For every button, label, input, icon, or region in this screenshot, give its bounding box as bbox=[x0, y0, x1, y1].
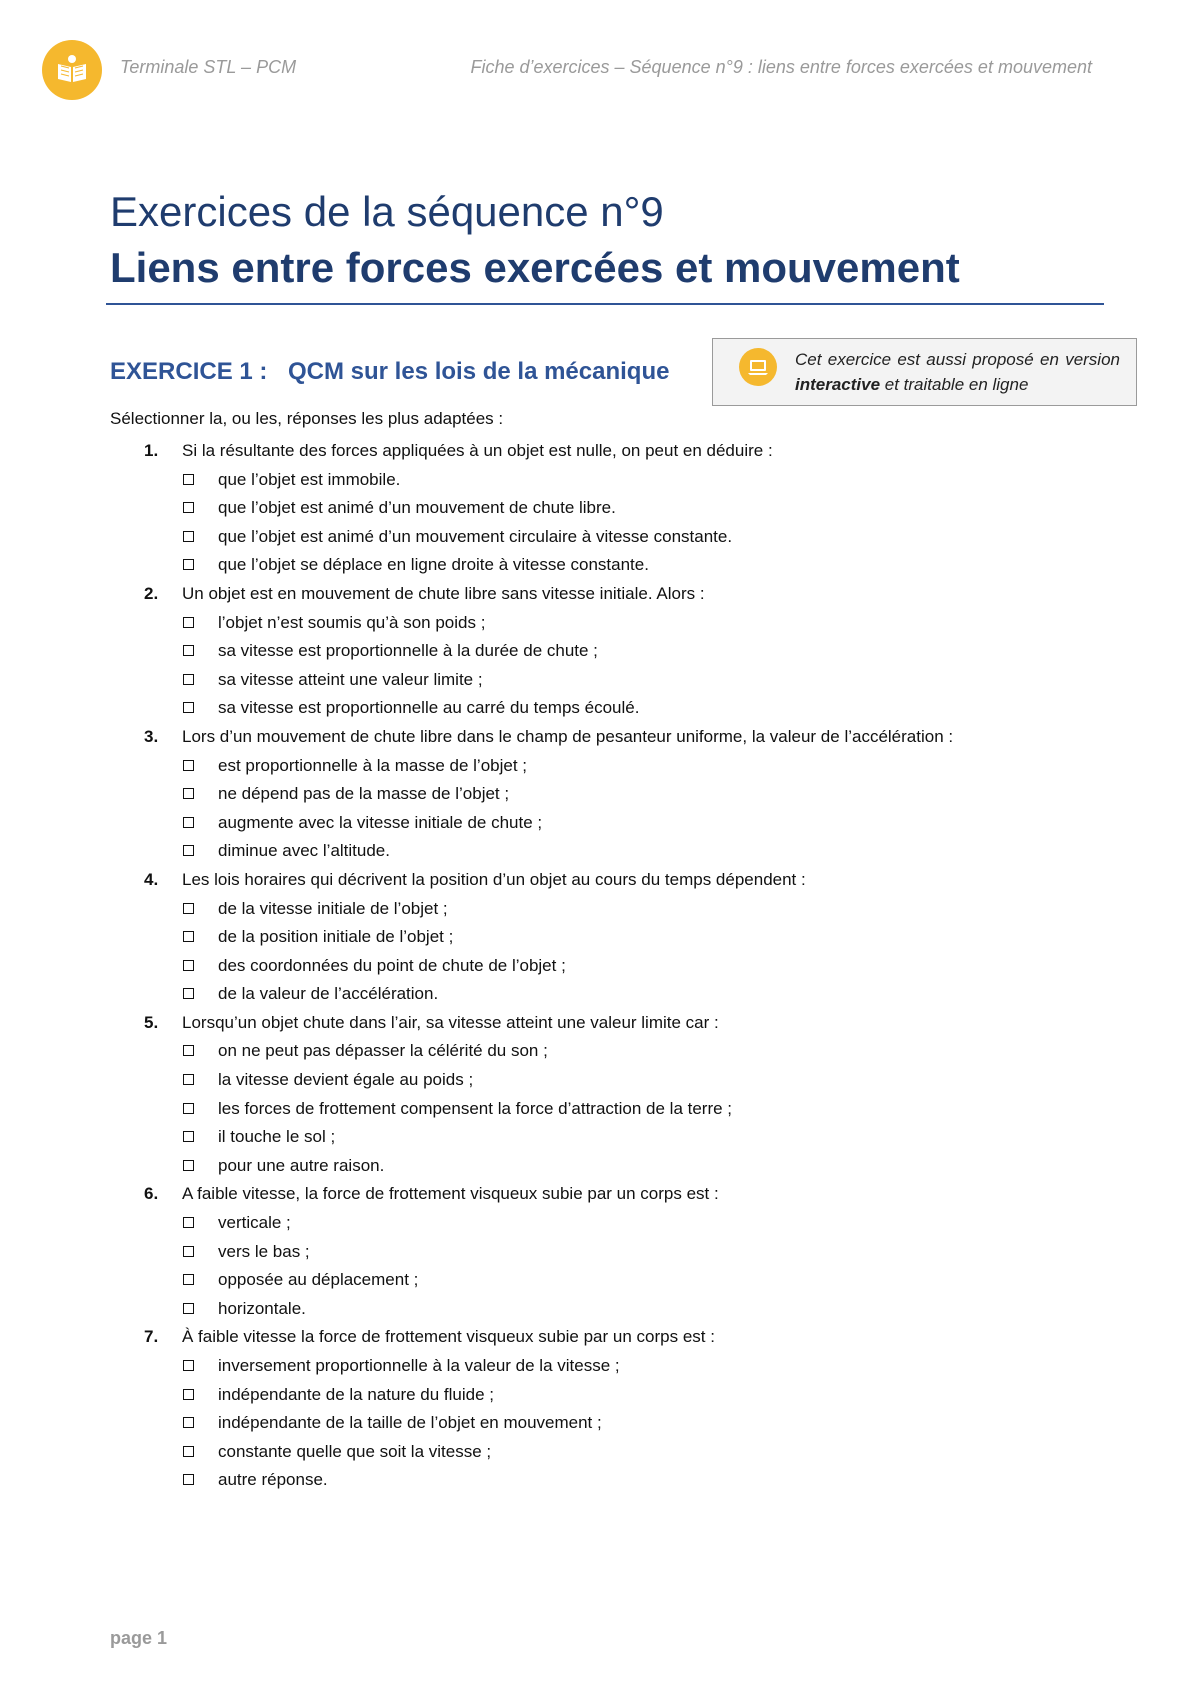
answer-option[interactable] bbox=[110, 1095, 1090, 1124]
answer-checkbox[interactable] bbox=[183, 1045, 194, 1056]
answer-text: la vitesse devient égale au poids ; bbox=[218, 1070, 474, 1090]
answer-option[interactable] bbox=[110, 837, 1090, 866]
book-reader-icon bbox=[52, 50, 92, 90]
answer-text: indépendante de la nature du fluide ; bbox=[218, 1384, 495, 1404]
answer-text: des coordonnées du point de chute de l’objet ; bbox=[218, 955, 566, 975]
answer-text: vers le bas ; bbox=[218, 1241, 310, 1261]
answer-text: sa vitesse est proportionnelle à la durée de chute ; bbox=[218, 641, 598, 661]
answer-option[interactable] bbox=[110, 1123, 1090, 1152]
answer-checkbox[interactable] bbox=[183, 845, 194, 856]
sequence-subtitle: Liens entre forces exercées et mouvement bbox=[110, 244, 960, 291]
answer-checkbox[interactable] bbox=[183, 760, 194, 771]
answer-checkbox[interactable] bbox=[183, 645, 194, 656]
answer-text: les forces de frottement compensent la force d’attraction de la terre ; bbox=[218, 1098, 733, 1118]
answer-checkbox[interactable] bbox=[183, 988, 194, 999]
answer-option[interactable] bbox=[110, 1066, 1090, 1095]
answer-option[interactable] bbox=[110, 1209, 1090, 1238]
answer-option[interactable] bbox=[110, 666, 1090, 695]
answer-text: il touche le sol ; bbox=[218, 1127, 336, 1147]
answer-option[interactable] bbox=[110, 551, 1090, 580]
answer-option[interactable] bbox=[110, 1295, 1090, 1324]
answer-checkbox[interactable] bbox=[183, 559, 194, 570]
question-number: 3. bbox=[144, 726, 159, 746]
answer-checkbox[interactable] bbox=[183, 1389, 194, 1400]
question-number: 7. bbox=[144, 1327, 159, 1347]
answer-option[interactable] bbox=[110, 494, 1090, 523]
answer-checkbox[interactable] bbox=[183, 903, 194, 914]
answer-text: sa vitesse atteint une valeur limite ; bbox=[218, 669, 483, 689]
question-text: A faible vitesse, la force de frottement visqueux subie par un corps est : bbox=[182, 1184, 719, 1204]
answer-text: que l’objet est animé d’un mouvement circulaire à vitesse constante. bbox=[218, 526, 733, 546]
answer-option[interactable] bbox=[110, 637, 1090, 666]
answer-text: de la vitesse initiale de l’objet ; bbox=[218, 898, 448, 918]
question-number: 1. bbox=[144, 441, 159, 460]
answer-text: l’objet n’est soumis qu’à son poids ; bbox=[218, 612, 486, 632]
answer-option[interactable] bbox=[110, 1438, 1090, 1467]
question-number: 5. bbox=[144, 1012, 159, 1032]
question-3 bbox=[110, 723, 1090, 752]
question-number: 2. bbox=[144, 583, 159, 603]
answer-text: de la position initiale de l’objet ; bbox=[218, 927, 454, 947]
answer-checkbox[interactable] bbox=[183, 474, 194, 485]
question-7 bbox=[110, 1323, 1090, 1352]
answer-option[interactable] bbox=[110, 1152, 1090, 1181]
header-course: Terminale STL – PCM bbox=[120, 57, 297, 77]
answer-option[interactable] bbox=[110, 752, 1090, 781]
answer-option[interactable] bbox=[110, 923, 1090, 952]
answer-option[interactable] bbox=[110, 1352, 1090, 1381]
question-text: Un objet est en mouvement de chute libre sans vitesse initiale. Alors : bbox=[182, 583, 705, 603]
answer-checkbox[interactable] bbox=[183, 960, 194, 971]
answer-option[interactable] bbox=[110, 1381, 1090, 1410]
answer-option[interactable] bbox=[110, 523, 1090, 552]
answer-text: est proportionnelle à la masse de l’objet ; bbox=[218, 755, 528, 775]
answer-text: opposée au déplacement ; bbox=[218, 1270, 419, 1290]
answer-text: sa vitesse est proportionnelle au carré du temps écoulé. bbox=[218, 698, 640, 718]
laptop-icon bbox=[739, 348, 777, 386]
question-text: Lors d’un mouvement de chute libre dans le champ de pesanteur uniforme, la valeur de l’accélération : bbox=[182, 726, 954, 746]
answer-checkbox[interactable] bbox=[183, 931, 194, 942]
answer-text: indépendante de la taille de l’objet en mouvement ; bbox=[218, 1413, 602, 1433]
answer-option[interactable] bbox=[110, 1238, 1090, 1267]
question-number: 6. bbox=[144, 1184, 159, 1204]
answer-option[interactable] bbox=[110, 609, 1090, 638]
answer-checkbox[interactable] bbox=[183, 617, 194, 628]
logo bbox=[42, 40, 102, 100]
page-number: page 1 bbox=[110, 1628, 168, 1648]
answer-text: de la valeur de l’accélération. bbox=[218, 984, 439, 1004]
header-sheet-title: Fiche d’exercices – Séquence n°9 : liens entre forces exercées et mouvement bbox=[470, 57, 1092, 77]
question-text: Lorsqu’un objet chute dans l’air, sa vitesse atteint une valeur limite car : bbox=[182, 1012, 719, 1032]
answer-text: verticale ; bbox=[218, 1213, 291, 1233]
interactive-version-note[interactable] bbox=[712, 338, 1137, 406]
answer-text: inversement proportionnelle à la valeur de la vitesse ; bbox=[218, 1356, 620, 1375]
answer-checkbox[interactable] bbox=[183, 1246, 194, 1257]
answer-checkbox[interactable] bbox=[183, 531, 194, 542]
question-number: 4. bbox=[144, 869, 159, 889]
answer-option[interactable] bbox=[110, 780, 1090, 809]
answer-checkbox[interactable] bbox=[183, 1274, 194, 1285]
answer-checkbox[interactable] bbox=[183, 502, 194, 513]
answer-text: ne dépend pas de la masse de l’objet ; bbox=[218, 784, 510, 804]
answer-checkbox[interactable] bbox=[183, 817, 194, 828]
answer-text: que l’objet est immobile. bbox=[218, 469, 401, 489]
question-text: Les lois horaires qui décrivent la position d’un objet au cours du temps dépendent : bbox=[182, 869, 806, 889]
sequence-title: Exercices de la séquence n°9 bbox=[110, 188, 664, 235]
answer-checkbox[interactable] bbox=[183, 1131, 194, 1142]
answer-checkbox[interactable] bbox=[183, 1160, 194, 1171]
answer-option[interactable] bbox=[110, 1466, 1090, 1495]
answer-text: pour une autre raison. bbox=[218, 1155, 385, 1175]
question-list bbox=[110, 437, 1090, 1495]
answer-option[interactable] bbox=[110, 809, 1090, 838]
answer-option[interactable] bbox=[110, 952, 1090, 981]
answer-option[interactable] bbox=[110, 466, 1090, 495]
answer-text: on ne peut pas dépasser la célérité du son ; bbox=[218, 1041, 548, 1061]
instruction: Sélectionner la, ou les, réponses les plus adaptées : bbox=[110, 409, 504, 428]
question-2 bbox=[110, 580, 1090, 609]
question-text: Si la résultante des forces appliquées à un objet est nulle, on peut en déduire : bbox=[182, 441, 773, 460]
answer-text: que l’objet est animé d’un mouvement de chute libre. bbox=[218, 498, 616, 518]
answer-text: horizontale. bbox=[218, 1298, 306, 1318]
answer-option[interactable] bbox=[110, 694, 1090, 723]
question-5 bbox=[110, 1009, 1090, 1038]
answer-checkbox[interactable] bbox=[183, 1217, 194, 1228]
title-divider bbox=[106, 303, 1104, 305]
question-6 bbox=[110, 1180, 1090, 1209]
page-header bbox=[42, 40, 1102, 100]
answer-text: autre réponse. bbox=[218, 1470, 328, 1490]
answer-checkbox[interactable] bbox=[183, 1074, 194, 1085]
answer-checkbox[interactable] bbox=[183, 1474, 194, 1485]
question-text: À faible vitesse la force de frottement visqueux subie par un corps est : bbox=[182, 1327, 715, 1347]
answer-text: constante quelle que soit la vitesse ; bbox=[218, 1441, 492, 1461]
answer-text: diminue avec l’altitude. bbox=[218, 841, 390, 861]
answer-checkbox[interactable] bbox=[183, 1360, 194, 1371]
answer-option[interactable] bbox=[110, 1409, 1090, 1438]
exercise-title: QCM sur les lois de la mécanique bbox=[288, 358, 670, 385]
answer-checkbox[interactable] bbox=[183, 674, 194, 685]
answer-text: augmente avec la vitesse initiale de chute ; bbox=[218, 812, 543, 832]
question-4 bbox=[110, 866, 1090, 895]
answer-checkbox[interactable] bbox=[183, 702, 194, 713]
answer-checkbox[interactable] bbox=[183, 1446, 194, 1457]
answer-option[interactable] bbox=[110, 1037, 1090, 1066]
info-text: Cet exercice est aussi proposé en version interactive et traitable en ligne bbox=[795, 350, 1120, 394]
answer-checkbox[interactable] bbox=[183, 1303, 194, 1314]
answer-text: que l’objet se déplace en ligne droite à vitesse constante. bbox=[218, 555, 649, 575]
exercise-heading bbox=[110, 358, 669, 386]
answer-checkbox[interactable] bbox=[183, 788, 194, 799]
answer-checkbox[interactable] bbox=[183, 1417, 194, 1428]
answer-option[interactable] bbox=[110, 980, 1090, 1009]
answer-checkbox[interactable] bbox=[183, 1103, 194, 1114]
question-1 bbox=[110, 437, 1090, 466]
exercise-number: EXERCICE 1 : bbox=[110, 358, 268, 385]
answer-option[interactable] bbox=[110, 1266, 1090, 1295]
answer-option[interactable] bbox=[110, 895, 1090, 924]
